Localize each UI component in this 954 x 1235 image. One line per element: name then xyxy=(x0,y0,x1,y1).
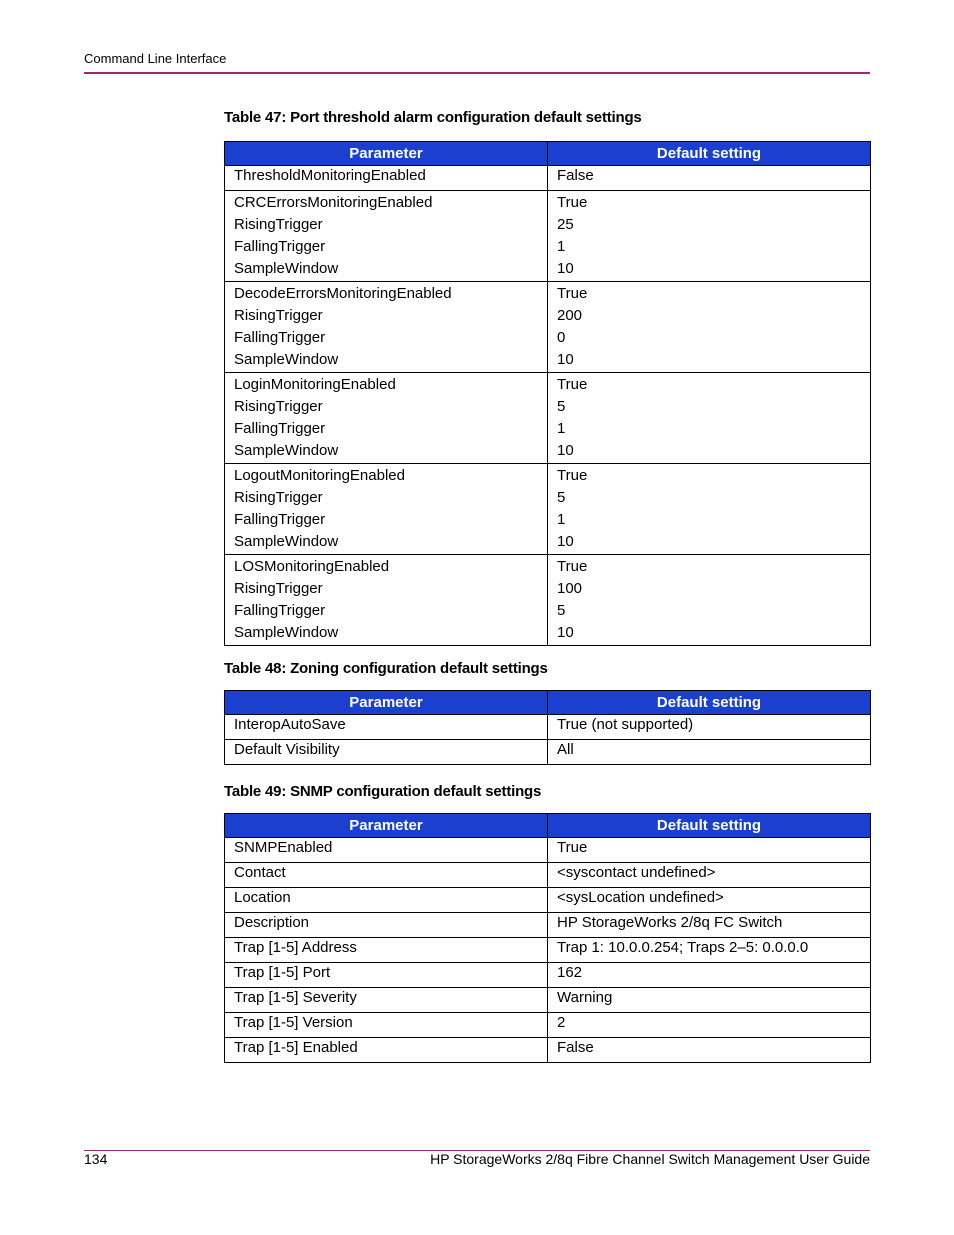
default-setting-cell xyxy=(548,191,871,282)
default-value: 10 xyxy=(557,260,574,277)
parameter-name: LoginMonitoringEnabled xyxy=(234,376,396,393)
parameter-name: SampleWindow xyxy=(234,442,339,459)
parameter-name: LogoutMonitoringEnabled xyxy=(234,467,405,484)
parameter-name: RisingTrigger xyxy=(234,580,323,597)
default-value: 0 xyxy=(557,329,566,346)
table-row xyxy=(225,938,871,963)
column-header-parameter: Parameter xyxy=(225,142,548,166)
table-48 xyxy=(224,690,871,765)
default-value: 25 xyxy=(557,216,574,233)
default-setting-cell: All xyxy=(548,740,871,765)
default-setting-cell xyxy=(548,282,871,373)
column-header-default-setting: Default setting xyxy=(548,691,871,715)
table-49 xyxy=(224,813,871,1063)
table-row xyxy=(225,888,871,913)
column-header-parameter: Parameter xyxy=(225,814,548,838)
default-setting-cell: <sysLocation undefined> xyxy=(548,888,871,913)
default-setting-cell: True xyxy=(548,838,871,863)
table-47-caption: Table 47: Port threshold alarm configuration default settings xyxy=(224,109,642,126)
parameter-cell: Description xyxy=(225,913,548,938)
table-row xyxy=(225,464,871,555)
table-row xyxy=(225,913,871,938)
default-setting-cell xyxy=(548,166,871,191)
parameter-name: FallingTrigger xyxy=(234,511,326,528)
table-row xyxy=(225,963,871,988)
default-setting-cell: <syscontact undefined> xyxy=(548,863,871,888)
parameter-name: ThresholdMonitoringEnabled xyxy=(234,167,426,184)
table-row xyxy=(225,715,871,740)
parameter-name: RisingTrigger xyxy=(234,398,323,415)
parameter-name: FallingTrigger xyxy=(234,420,326,437)
default-value: 5 xyxy=(557,398,566,415)
parameter-cell: Trap [1-5] Port xyxy=(225,963,548,988)
parameter-cell xyxy=(225,191,548,282)
default-value: True xyxy=(557,467,588,484)
parameter-name: SampleWindow xyxy=(234,624,339,641)
default-setting-cell: True (not supported) xyxy=(548,715,871,740)
default-setting-cell xyxy=(548,373,871,464)
default-value: 5 xyxy=(557,489,566,506)
default-value: 10 xyxy=(557,624,574,641)
parameter-cell: SNMPEnabled xyxy=(225,838,548,863)
table-row xyxy=(225,373,871,464)
parameter-name: FallingTrigger xyxy=(234,238,326,255)
default-value: True xyxy=(557,558,588,575)
parameter-name: FallingTrigger xyxy=(234,602,326,619)
table-row xyxy=(225,838,871,863)
table-row xyxy=(225,1038,871,1063)
parameter-cell: Location xyxy=(225,888,548,913)
parameter-cell: InteropAutoSave xyxy=(225,715,548,740)
table-row xyxy=(225,988,871,1013)
parameter-name: SampleWindow xyxy=(234,260,339,277)
default-value: 10 xyxy=(557,351,574,368)
parameter-cell: Trap [1-5] Enabled xyxy=(225,1038,548,1063)
parameter-cell: Trap [1-5] Version xyxy=(225,1013,548,1038)
footer-title: HP StorageWorks 2/8q Fibre Channel Switch Management User Guide xyxy=(430,1151,870,1167)
default-value: True xyxy=(557,285,588,302)
default-value: True xyxy=(557,376,588,393)
parameter-name: RisingTrigger xyxy=(234,216,323,233)
parameter-cell: Contact xyxy=(225,863,548,888)
default-setting-cell: Trap 1: 10.0.0.254; Traps 2–5: 0.0.0.0 xyxy=(548,938,871,963)
default-setting-cell: 2 xyxy=(548,1013,871,1038)
table-row xyxy=(225,555,871,646)
default-value: True xyxy=(557,194,588,211)
table-row xyxy=(225,282,871,373)
parameter-cell: Default Visibility xyxy=(225,740,548,765)
default-setting-cell xyxy=(548,555,871,646)
page-number: 134 xyxy=(84,1151,108,1167)
parameter-name: RisingTrigger xyxy=(234,489,323,506)
parameter-cell xyxy=(225,464,548,555)
default-setting-cell xyxy=(548,464,871,555)
table-row xyxy=(225,863,871,888)
default-setting-cell: False xyxy=(548,1038,871,1063)
default-setting-cell: HP StorageWorks 2/8q FC Switch xyxy=(548,913,871,938)
parameter-name: DecodeErrorsMonitoringEnabled xyxy=(234,285,452,302)
parameter-cell xyxy=(225,373,548,464)
table-49-caption: Table 49: SNMP configuration default settings xyxy=(224,783,542,800)
parameter-name: LOSMonitoringEnabled xyxy=(234,558,390,575)
default-value: 200 xyxy=(557,307,583,324)
default-value: 1 xyxy=(557,238,566,255)
table-row xyxy=(225,740,871,765)
default-value: 10 xyxy=(557,442,574,459)
parameter-cell: Trap [1-5] Severity xyxy=(225,988,548,1013)
default-value: 10 xyxy=(557,533,574,550)
parameter-cell xyxy=(225,555,548,646)
parameter-cell xyxy=(225,166,548,191)
parameter-name: SampleWindow xyxy=(234,351,339,368)
header-rule xyxy=(84,72,870,74)
parameter-name: CRCErrorsMonitoringEnabled xyxy=(234,194,433,211)
table-row xyxy=(225,166,871,191)
default-setting-cell: 162 xyxy=(548,963,871,988)
parameter-name: FallingTrigger xyxy=(234,329,326,346)
default-value: 100 xyxy=(557,580,583,597)
default-value: 5 xyxy=(557,602,566,619)
column-header-parameter: Parameter xyxy=(225,691,548,715)
table-48-caption: Table 48: Zoning configuration default settings xyxy=(224,660,548,677)
parameter-cell xyxy=(225,282,548,373)
column-header-default-setting: Default setting xyxy=(548,142,871,166)
default-setting-cell: Warning xyxy=(548,988,871,1013)
default-value: 1 xyxy=(557,511,566,528)
column-header-default-setting: Default setting xyxy=(548,814,871,838)
parameter-name: SampleWindow xyxy=(234,533,339,550)
default-value: 1 xyxy=(557,420,566,437)
default-value: False xyxy=(557,167,594,184)
table-row xyxy=(225,1013,871,1038)
parameter-cell: Trap [1-5] Address xyxy=(225,938,548,963)
running-header: Command Line Interface xyxy=(84,51,227,66)
parameter-name: RisingTrigger xyxy=(234,307,323,324)
table-47 xyxy=(224,141,871,646)
table-row xyxy=(225,191,871,282)
